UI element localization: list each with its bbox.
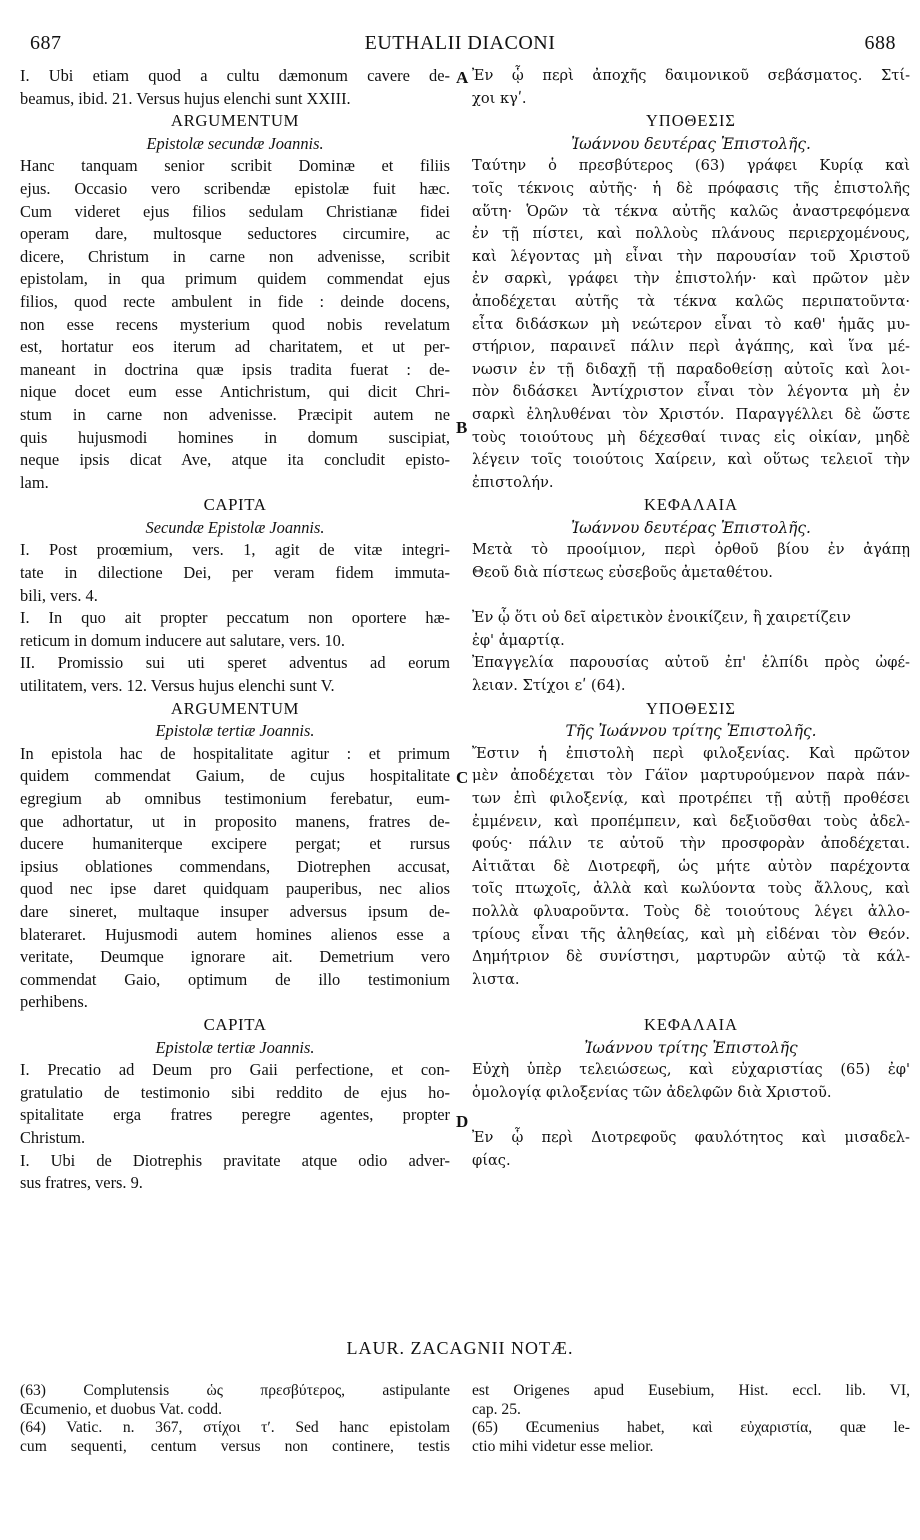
greek-text-line: λειαν. Στίχοι εʹ (64). bbox=[472, 677, 626, 695]
greek-text-line: σαρκὶ ἐληλυθέναι τὸν Χριστόν. Παραγγέλλει δὲ ὥστε bbox=[472, 405, 910, 423]
greek-text-line: Μετὰ τὸ προοίμιον, περὶ ὀρθοῦ βίου ἐν ἀγάπῃ bbox=[472, 541, 910, 559]
margin-letter-b: B bbox=[456, 418, 468, 437]
latin-text-line: Cum videret ejus filios sedulam Christianæ fidei bbox=[20, 201, 450, 221]
latin-text-line: II. Promissio sui uti speret adventus ad eorum bbox=[20, 653, 450, 673]
greek-text-line: Ἐν ᾧ περὶ Διοτρεφοῦς φαυλότητος καὶ μισαδελ- bbox=[472, 1128, 910, 1146]
greek-section-heading: ΥΠΟΘΕΣΙΣ bbox=[646, 111, 736, 131]
greek-text-line: καὶ λέγοντας μὴ εἶναι τὴν παρουσίαν τοῦ Χριστοῦ bbox=[472, 247, 910, 265]
latin-text-line: gratulatio de testimonio sibi reddito de ejus ho- bbox=[20, 1082, 450, 1102]
latin-text-line: egregium ab omnibus testimonium ferebatur, eum- bbox=[20, 789, 450, 808]
greek-text-line: εἶτα διδάσκων μὴ νεώτερον εἶναι τὸ καθ' ἡμᾶς μυ- bbox=[472, 315, 910, 333]
notes-left-column bbox=[20, 1382, 450, 1456]
greek-spacer bbox=[472, 1104, 910, 1127]
note-text-line: est Origenes apud Eusebium, Hist. eccl. lib. VI, bbox=[472, 1382, 910, 1399]
greek-text-line: των ἐπὶ φιλοξενίᾳ, καὶ προτρέπει τῇ αὐτῇ προθέσει bbox=[472, 790, 910, 807]
note-text-line: (63) Complutensis ὡς πρεσβύτερος, astipulante bbox=[20, 1382, 450, 1399]
greek-text-line: ἐν τῇ πίστει, καὶ πολλοὺς πλάνους περιερχομένους, bbox=[472, 225, 910, 243]
latin-text-line: neque ipsis dicat Ave, atque ita concludit episto- bbox=[20, 450, 450, 470]
greek-section-heading: ΚΕΦΑΛΑΙΑ bbox=[644, 495, 738, 515]
greek-text-line: ἐμμένειν, καὶ προπέμπειν, καὶ δεξιοῦσθαι τοὺς ἀδελ- bbox=[472, 812, 910, 830]
latin-text-line: dicere, Christum in carne non advenisse, scribit bbox=[20, 246, 450, 266]
latin-text-line: nique docet eum esse Antichristum, qui dicit Chri- bbox=[20, 382, 450, 402]
greek-text-line: μὲν ἀποδέχεται τὸν Γάϊον μαρτυρούμενον παρὰ πάν- bbox=[472, 767, 910, 785]
note-text-line: (65) Œcumenius habet, καὶ εὐχαριστία, quæ le- bbox=[472, 1419, 910, 1437]
greek-section-heading: ΥΠΟΘΕΣΙΣ bbox=[646, 698, 736, 718]
latin-text-line: commendat Gaio, optimum de illo testimonium bbox=[20, 969, 450, 989]
greek-text-line: Δημήτριον δὲ συνίστησι, μαρτυρῶν αὐτῷ τὰ κάλ- bbox=[472, 948, 910, 966]
latin-text-line: tate in dilectione Dei, per veram fidem immuta- bbox=[20, 563, 450, 583]
latin-text-line: filios, quod recte ambulent in fide : deinde docens, bbox=[20, 291, 450, 311]
greek-text-line: τοῖς τέκνοις αὐτῆς· ἡ δὲ πρόφασις τῆς ἐπιστολῆς bbox=[472, 179, 910, 197]
latin-text-line: quis hujusmodi homines in domum suscipiat, bbox=[20, 427, 450, 447]
greek-text-line: ἐν σαρκὶ, γράφει τὴν ἐπιστολήν· καὶ πρῶτον μὲν bbox=[472, 270, 910, 288]
latin-section-heading: ARGUMENTUM bbox=[170, 111, 300, 131]
latin-column bbox=[20, 65, 450, 1195]
running-title: EUTHALII DIACONI bbox=[364, 32, 556, 54]
greek-text-line: χοι κγʹ. bbox=[472, 89, 527, 107]
greek-text-line: ὁμολογίᾳ φιλοξενίας τῶν ἀδελφῶν διὰ Χριστοῦ. bbox=[472, 1083, 832, 1101]
latin-text-line: I. Precatio ad Deum pro Gaii perfectione, et con- bbox=[20, 1060, 450, 1080]
margin-letter-d: D bbox=[456, 1112, 469, 1131]
latin-text-line: que adhortatur, ut in proposito manens, fratres de- bbox=[20, 811, 450, 831]
notes-title: LAUR. ZACAGNII NOTÆ. bbox=[346, 1338, 574, 1358]
note-text-line: cum sequenti, centum versus non continere, testis bbox=[20, 1437, 450, 1455]
latin-text-line: Hanc tanquam senior scribit Dominæ et filiis bbox=[20, 156, 450, 176]
latin-section-heading: CAPITA bbox=[203, 495, 267, 515]
latin-text-line: epistolam, in qua primum quidem commendat ejus bbox=[20, 269, 450, 289]
greek-text-line: ἐφ' ἁμαρτίᾳ. bbox=[472, 631, 565, 649]
page-number-right: 688 bbox=[864, 32, 896, 54]
greek-section-subtitle: Ἰωάννου τρίτης Ἐπιστολῆς bbox=[584, 1038, 798, 1057]
greek-section-subtitle: Ἰωάννου δευτέρας Ἐπιστολῆς. bbox=[571, 518, 811, 537]
greek-text-line: ἀποδέχεται αὐτῆς τὰ τέκνα καλῶς περιπατοῦντα· bbox=[472, 292, 910, 310]
greek-text-line: Ἐν ᾧ ὅτι οὐ δεῖ αἱρετικὸν ἐνοικίζειν, ἢ χαιρετίζειν bbox=[472, 609, 851, 627]
greek-text-line: Ἔστιν ἡ ἐπιστολὴ περὶ φιλοξενίας. Καὶ πρῶτον bbox=[472, 744, 910, 762]
latin-section-heading: CAPITA bbox=[203, 1014, 267, 1034]
greek-section-subtitle: Ἰωάννου δευτέρας Ἐπιστολῆς. bbox=[571, 134, 811, 153]
latin-text-line: maneant in doctrina quæ ipsis tradita fuerat : de- bbox=[20, 359, 450, 379]
latin-text-line: ejus. Occasio vero scribendæ epistolæ fuit hæc. bbox=[20, 178, 450, 198]
greek-section-heading: ΚΕΦΑΛΑΙΑ bbox=[644, 1014, 738, 1034]
greek-column bbox=[472, 65, 910, 1172]
latin-text-line: utilitatem, vers. 12. Versus hujus elenchi sunt V. bbox=[20, 676, 335, 696]
greek-text-line: τοὺς τοιούτους μὴ δέχεσθαί τινας εἰς οἰκίαν, μηδὲ bbox=[472, 428, 910, 446]
greek-spacer bbox=[472, 991, 910, 1014]
greek-text-line: νωσιν ἐν τῇ διδαχῇ τῇ παραδοθείσῃ αὐτοῖς καὶ λοι- bbox=[472, 360, 910, 378]
latin-text-line: non esse recens mysterium quod nobis revelatum bbox=[20, 314, 450, 334]
margin-letter-a: A bbox=[456, 68, 469, 87]
note-text-line: Œcumenio, et duobus Vat. codd. bbox=[20, 1400, 222, 1418]
greek-text-line: αὕτη· Ὁρῶν τὰ τέκνα αὐτῆς καλῶς ἀναστρεφόμενα bbox=[472, 202, 910, 220]
greek-text-line: στήριον, παραινεῖ πάλιν περὶ ἀγάπης, καὶ ἵνα μέ- bbox=[472, 338, 910, 356]
greek-text-line: λέγειν τοῖς τοιούτοις Χαίρειν, καὶ οὕτως τελειοῖ τὴν bbox=[472, 451, 910, 469]
latin-text-line: bili, vers. 4. bbox=[20, 585, 98, 605]
latin-text-line: spitalitate erga fratres peregre agentes, propter bbox=[20, 1105, 450, 1125]
greek-text-line: φίας. bbox=[472, 1151, 511, 1169]
note-text-line: (64) Vatic. n. 367, στίχοι τʹ. Sed hanc epistolam bbox=[20, 1419, 450, 1437]
greek-text-line: πολλὰ φλυαροῦντα. Τοὺς δὲ τοιούτους λέγει ἀλλο- bbox=[472, 902, 910, 920]
greek-text-line: φούς· πάλιν τε αὐτοῦ τὴν προσφορὰν ἀποδέχεται. bbox=[472, 835, 910, 853]
latin-text-line: In epistola hac de hospitalitate agitur : et primum bbox=[20, 743, 450, 763]
latin-text-line: est, hortatur eos iterum ad charitatem, et ut per- bbox=[20, 337, 450, 357]
latin-text-line: I. Ubi de Diotrephis pravitate atque odio adver- bbox=[20, 1150, 450, 1170]
notes-right-column bbox=[472, 1382, 910, 1456]
greek-text-line: τρίους εἶναι τῆς ἀληθείας, καὶ μὴ εἰδέναι τὸν Θεόν. bbox=[472, 925, 910, 943]
greek-text-line: Θεοῦ διὰ πίστεως εὐσεβοῦς ἀμεταθέτου. bbox=[472, 564, 773, 582]
latin-text-line: stum in carne non advenisse. Præcipit autem ne bbox=[20, 404, 450, 424]
margin-letter-c: C bbox=[456, 768, 469, 787]
latin-text-line: quod nec ipse daret quidquam pauperibus, nec alios bbox=[20, 879, 450, 899]
greek-text-line: λιστα. bbox=[472, 970, 520, 988]
latin-text-line: quidem commendat Gaium, de cujus hospitalitate bbox=[20, 766, 450, 786]
latin-text-line: sus fratres, vers. 9. bbox=[20, 1173, 143, 1193]
latin-text-line: reticum in domum inducere aut salutare, vers. 10. bbox=[20, 630, 345, 650]
latin-section-heading: ARGUMENTUM bbox=[170, 698, 300, 718]
latin-section-subtitle: Epistolæ tertiæ Joannis. bbox=[155, 1037, 315, 1057]
page-number-left: 687 bbox=[30, 32, 62, 54]
note-text-line: ctio mihi videtur esse melior. bbox=[472, 1437, 654, 1455]
greek-text-line: πὸν διδάσκει Ἀντίχριστον εἶναι τὸν λέγοντα μὴ ἐν bbox=[472, 383, 910, 401]
latin-text-line: I. Ubi etiam quod a cultu dæmonum cavere de- bbox=[20, 66, 450, 85]
latin-section-subtitle: Epistolæ secundæ Joannis. bbox=[146, 133, 324, 153]
latin-text-line: ducere humaniterque excipere pergat; et rursus bbox=[20, 834, 450, 854]
greek-section-subtitle: Τῆς Ἰωάννου τρίτης Ἐπιστολῆς. bbox=[565, 722, 817, 741]
latin-text-line: beamus, ibid. 21. Versus hujus elenchi sunt XXIII. bbox=[20, 88, 351, 108]
latin-section-subtitle: Epistolæ tertiæ Joannis. bbox=[155, 721, 315, 741]
greek-text-line: Εὐχὴ ὑπὲρ τελειώσεως, καὶ εὐχαριστίας (65) ἐφ' bbox=[472, 1061, 910, 1079]
latin-text-line: ipsius oblationes commendans, Diotrephen accusat, bbox=[20, 856, 450, 876]
greek-text-line: Ἐν ᾧ περὶ ἀποχῆς δαιμονικοῦ σεβάσματος. Στί- bbox=[472, 67, 910, 84]
greek-text-line: Ἐπαγγελία παρουσίας αὐτοῦ ἐπ' ἐλπίδι πρὸς ὠφέ- bbox=[472, 654, 910, 672]
greek-text-line: ἐπιστολήν. bbox=[472, 473, 554, 491]
latin-text-line: I. Post proœmium, vers. 1, agit de vitæ integri- bbox=[20, 540, 450, 560]
latin-text-line: operam dare, multosque seductores circumire, ac bbox=[20, 224, 450, 244]
latin-text-line: I. In quo ait propter peccatum non oportere hæ- bbox=[20, 608, 450, 628]
latin-section-subtitle: Secundæ Epistolæ Joannis. bbox=[145, 517, 325, 537]
latin-text-line: perhibens. bbox=[20, 992, 88, 1012]
greek-spacer bbox=[472, 585, 910, 608]
greek-text-line: Ταύτην ὁ πρεσβύτερος (63) γράφει Κυρίᾳ καὶ bbox=[472, 157, 910, 175]
note-text-line: cap. 25. bbox=[472, 1400, 521, 1418]
latin-text-line: lam. bbox=[20, 472, 49, 492]
greek-text-line: Αἰτιᾶται δὲ Διοτρεφῆ, ὡς μήτε αὐτὸν παρέχοντα bbox=[472, 857, 910, 875]
latin-text-line: Christum. bbox=[20, 1127, 86, 1147]
latin-text-line: blateraret. Hujusmodi autem homines alienos esse a bbox=[20, 924, 450, 944]
latin-text-line: dare sineret, multaque insuper adversus ipsum de- bbox=[20, 901, 450, 921]
greek-text-line: τοῖς πτωχοῖς, ἀλλὰ καὶ κωλύοντα τοὺς ἄλλους, καὶ bbox=[472, 880, 910, 898]
latin-text-line: veritate, Deumque ignorare ait. Demetrium vero bbox=[20, 947, 450, 967]
